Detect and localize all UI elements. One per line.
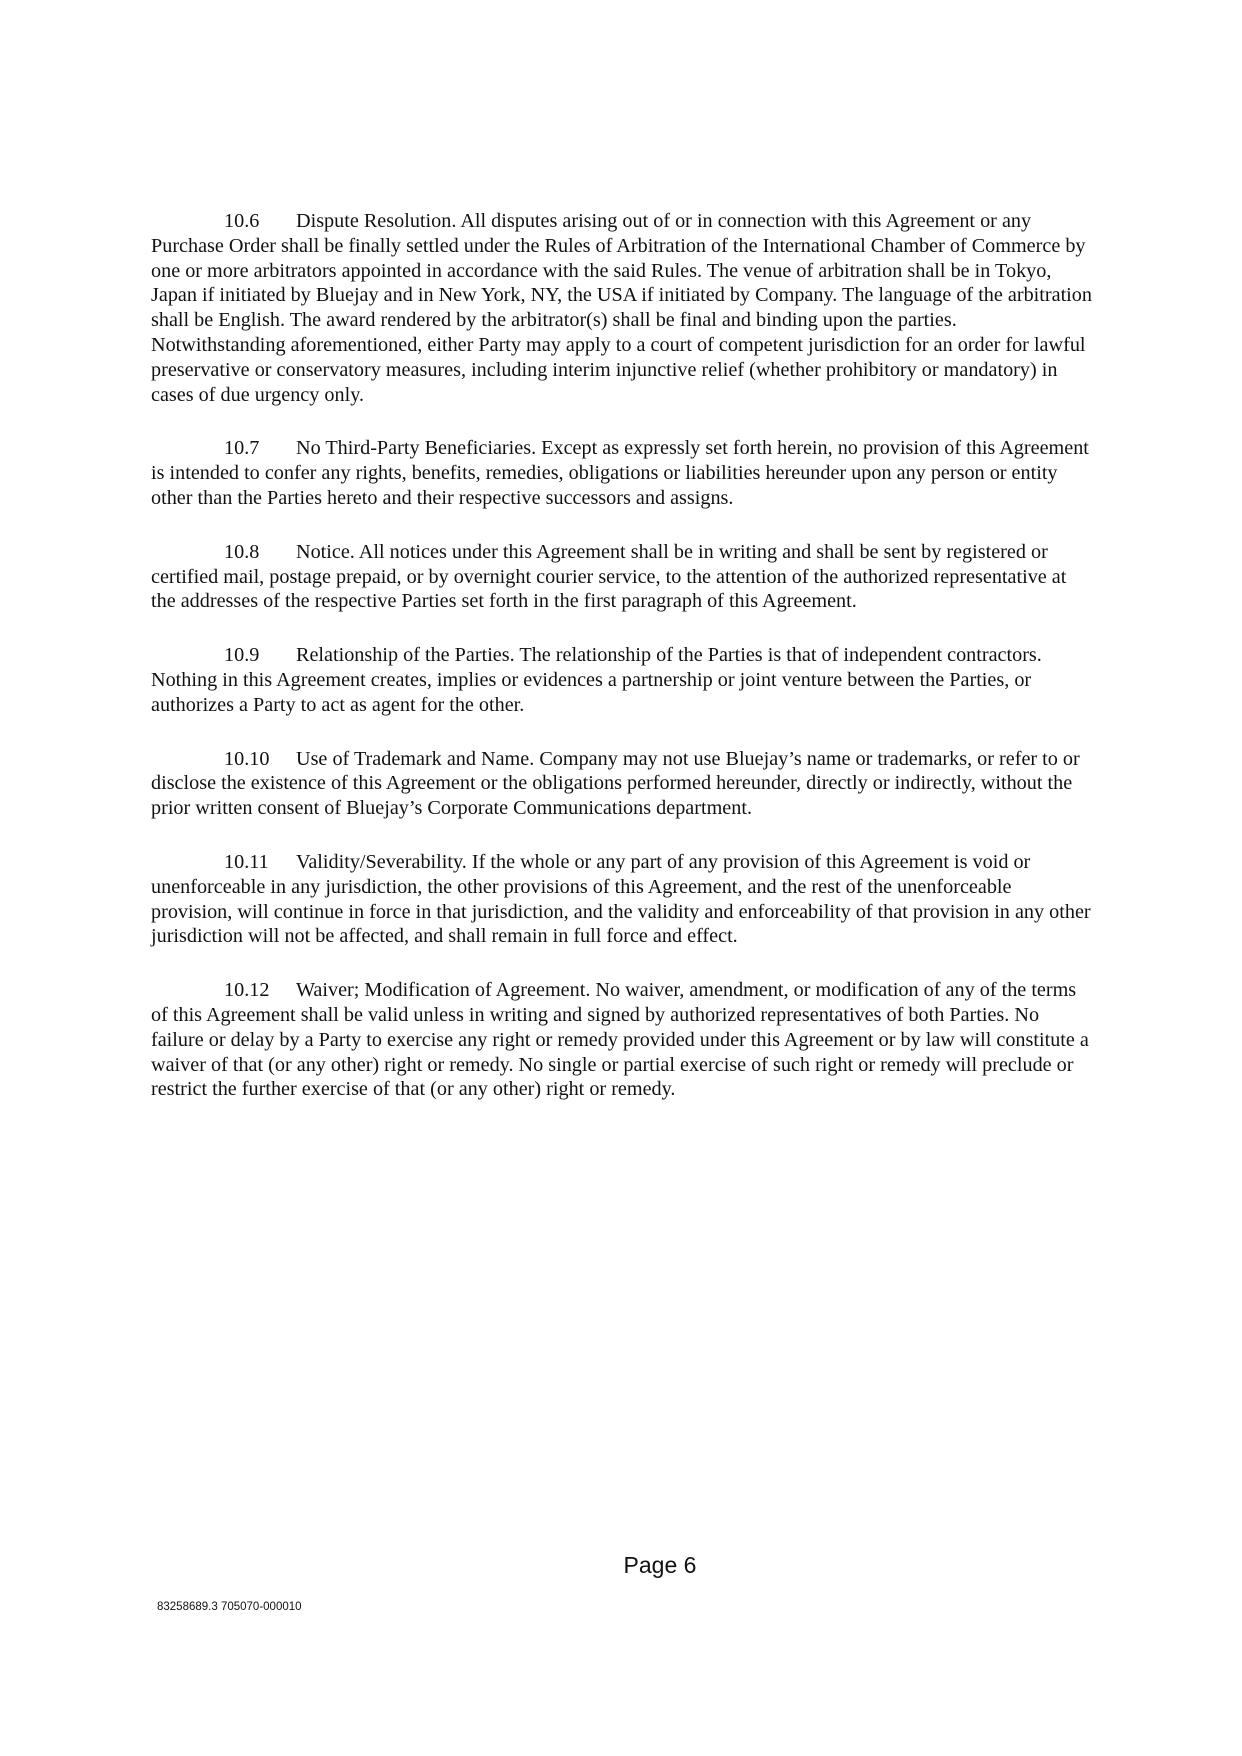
section-heading: Use of Trademark and Name. [296, 747, 535, 770]
section-heading: Waiver; Modification of Agreement. [296, 979, 591, 1002]
section-10-8 [151, 540, 1092, 614]
section-10-12 [151, 978, 1092, 1102]
section-10-7 [151, 436, 1092, 510]
section-number: 10.9 [224, 644, 260, 667]
section-body: Company may not use Bluejay’s name or trademarks, or refer to or disclose the existence of this Agreement or the obligations performed hereunder, directly or indirectly, without the prior written consent of Bluejay’s Corporate Communications department. [151, 747, 1080, 820]
document-id-label: 83258689.3 705070-000010 [157, 1601, 302, 1613]
section-heading: No Third-Party Beneficiaries. [296, 437, 537, 460]
section-body: If the whole or any part of any provision of this Agreement is void or unenforceable in any jurisdiction, the other provisions of this Agreement, and the rest of the unenforceable provision, will continue in force in that jurisdiction, and the validity and enforceability of that provision in any other jurisdiction will not be affected, and shall remain in full force and effect. [151, 850, 1091, 948]
section-body: Except as expressly set forth herein, no provision of this Agreement is intended to confer any rights, benefits, remedies, obligations or liabilities hereunder upon any person or entity other than the Parties hereto and their respective successors and assigns. [151, 437, 1089, 509]
section-number: 10.12 [224, 979, 270, 1002]
section-heading: Validity/Severability. [296, 850, 467, 873]
section-heading: Notice. [296, 540, 355, 563]
section-body: The relationship of the Parties is that of independent contractors. Nothing in this Agreement creates, implies or evidences a partnership or joint venture between the Parties, or authorizes a Party to act as agent for the other. [151, 644, 1042, 716]
section-10-10 [151, 747, 1092, 821]
section-10-6 [151, 209, 1092, 407]
section-10-11 [151, 850, 1092, 949]
section-number: 10.7 [224, 437, 260, 460]
section-body: All disputes arising out of or in connection with this Agreement or any Purchase Order shall be finally settled under the Rules of Arbitration of the International Chamber of Commerce by one or more arbitrators appointed in accordance with the said Rules. The venue of arbitration shall be in Tokyo, Japan if initiated by Bluejay and in New York, NY, the USA if initiated by Company. The language of the arbitration shall be English. The award rendered by the arbitrator(s) shall be final and binding upon the parties. Notwithstanding aforementioned, either Party may apply to a court of competent jurisdiction for an order for lawful preservative or conservatory measures, including interim injunctive relief (whether prohibitory or mandatory) in cases of due urgency only. [151, 210, 1092, 406]
section-heading: Relationship of the Parties. [296, 644, 515, 667]
section-10-9 [151, 643, 1092, 717]
document-body [151, 209, 1092, 1131]
section-body: All notices under this Agreement shall be in writing and shall be sent by registered or certified mail, postage prepaid, or by overnight courier service, to the attention of the authorized representative at the addresses of the respective Parties set forth in the first paragraph of this Agreement. [151, 540, 1067, 613]
section-number: 10.8 [224, 540, 260, 563]
section-body: No waiver, amendment, or modification of any of the terms of this Agreement shall be valid unless in writing and signed by authorized representatives of both Parties. No failure or delay by a Party to exercise any right or remedy provided under this Agreement or by law will constitute a waiver of that (or any other) right or remedy. No single or partial exercise of such right or remedy will preclude or restrict the further exercise of that (or any other) right or remedy. [151, 979, 1089, 1101]
section-heading: Dispute Resolution. [296, 210, 457, 232]
section-number: 10.10 [224, 747, 270, 770]
section-number: 10.11 [224, 850, 269, 873]
section-number: 10.6 [224, 210, 260, 232]
page-number-label: Page 6 [623, 1552, 697, 1578]
